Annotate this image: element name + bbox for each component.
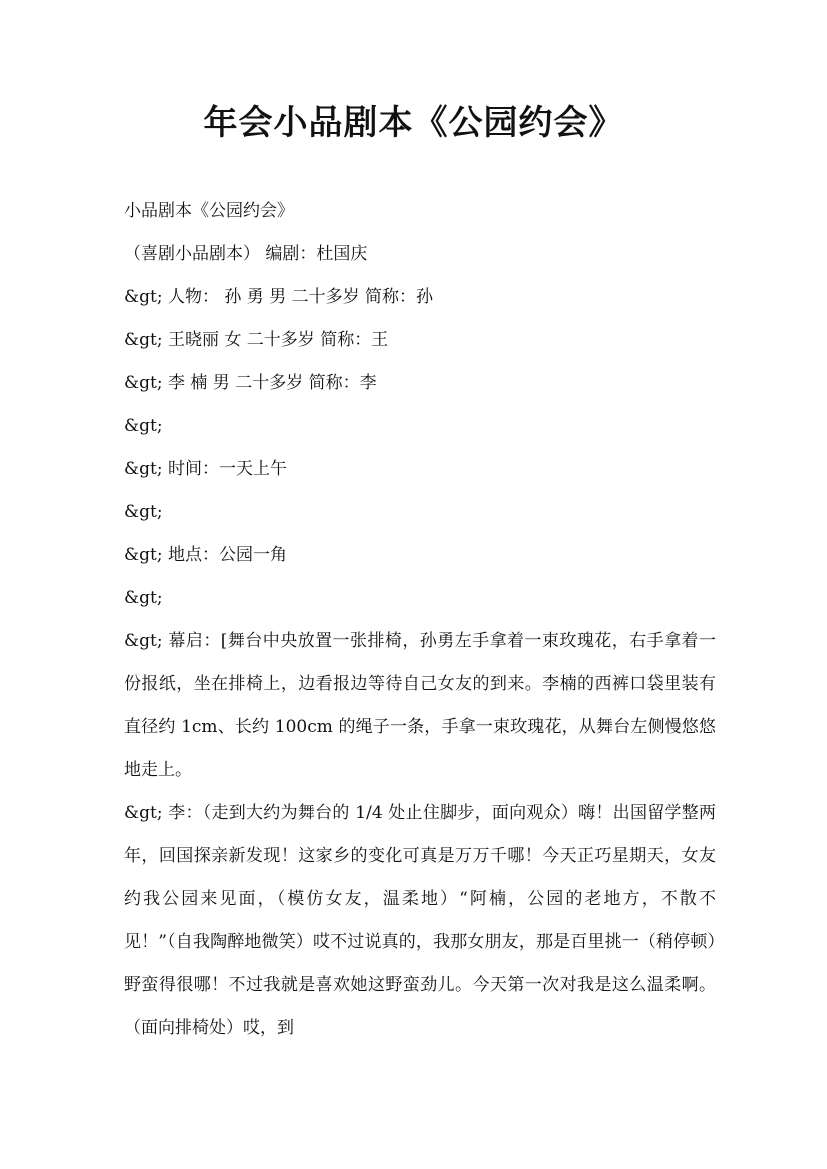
character-line: &gt; 王晓丽 女 二十多岁 简称：王 (124, 330, 389, 350)
character-line: &gt; 李 楠 男 二十多岁 简称：李 (124, 373, 377, 393)
character-line: &gt; 人物： 孙 勇 男 二十多岁 简称：孙 (124, 287, 433, 307)
blank-quote-line: &gt; (124, 416, 163, 436)
place-line: &gt; 地点：公园一角 (124, 545, 287, 565)
dialogue-paragraph: &gt; 李：（走到大约为舞台的 1/4 处止住脚步，面向观众）嗨！出国留学整两年，回国探亲新发现！这家乡的变化可真是万万千哪！今天正巧星期天，女友约我公园来见面，（模仿女友，温柔地）“阿楠，公园的老地方，不散不见！”（自我陶醉地微笑）哎不过说真的，我那女朋友，那是百里挑一（稍停顿）野蛮得很哪！不过我就是喜欢她这野蛮劲儿。今天第一次对我是这么温柔啊。（面向排椅处）哎，到 (124, 803, 716, 1038)
document-title: 年会小品剧本《公园约会》 (203, 103, 624, 143)
stage-direction-paragraph: &gt; 幕启：[舞台中央放置一张排椅，孙勇左手拿着一束玫瑰花，右手拿着一份报纸，坐在排椅上，边看报边等待自己女友的到来。李楠的西裤口袋里装有直径约 1cm、长约 100cm 的绳子一条，手拿一束玫瑰花，从舞台左侧慢悠悠地走上。 (124, 631, 716, 780)
subtitle-line: 小品剧本《公园约会》 (124, 201, 294, 221)
blank-quote-line: &gt; (124, 502, 163, 522)
document-body (124, 190, 716, 1050)
time-line: &gt; 时间：一天上午 (124, 459, 287, 479)
blank-quote-line: &gt; (124, 588, 163, 608)
genre-author-line: （喜剧小品剧本） 编剧：杜国庆 (124, 244, 368, 264)
